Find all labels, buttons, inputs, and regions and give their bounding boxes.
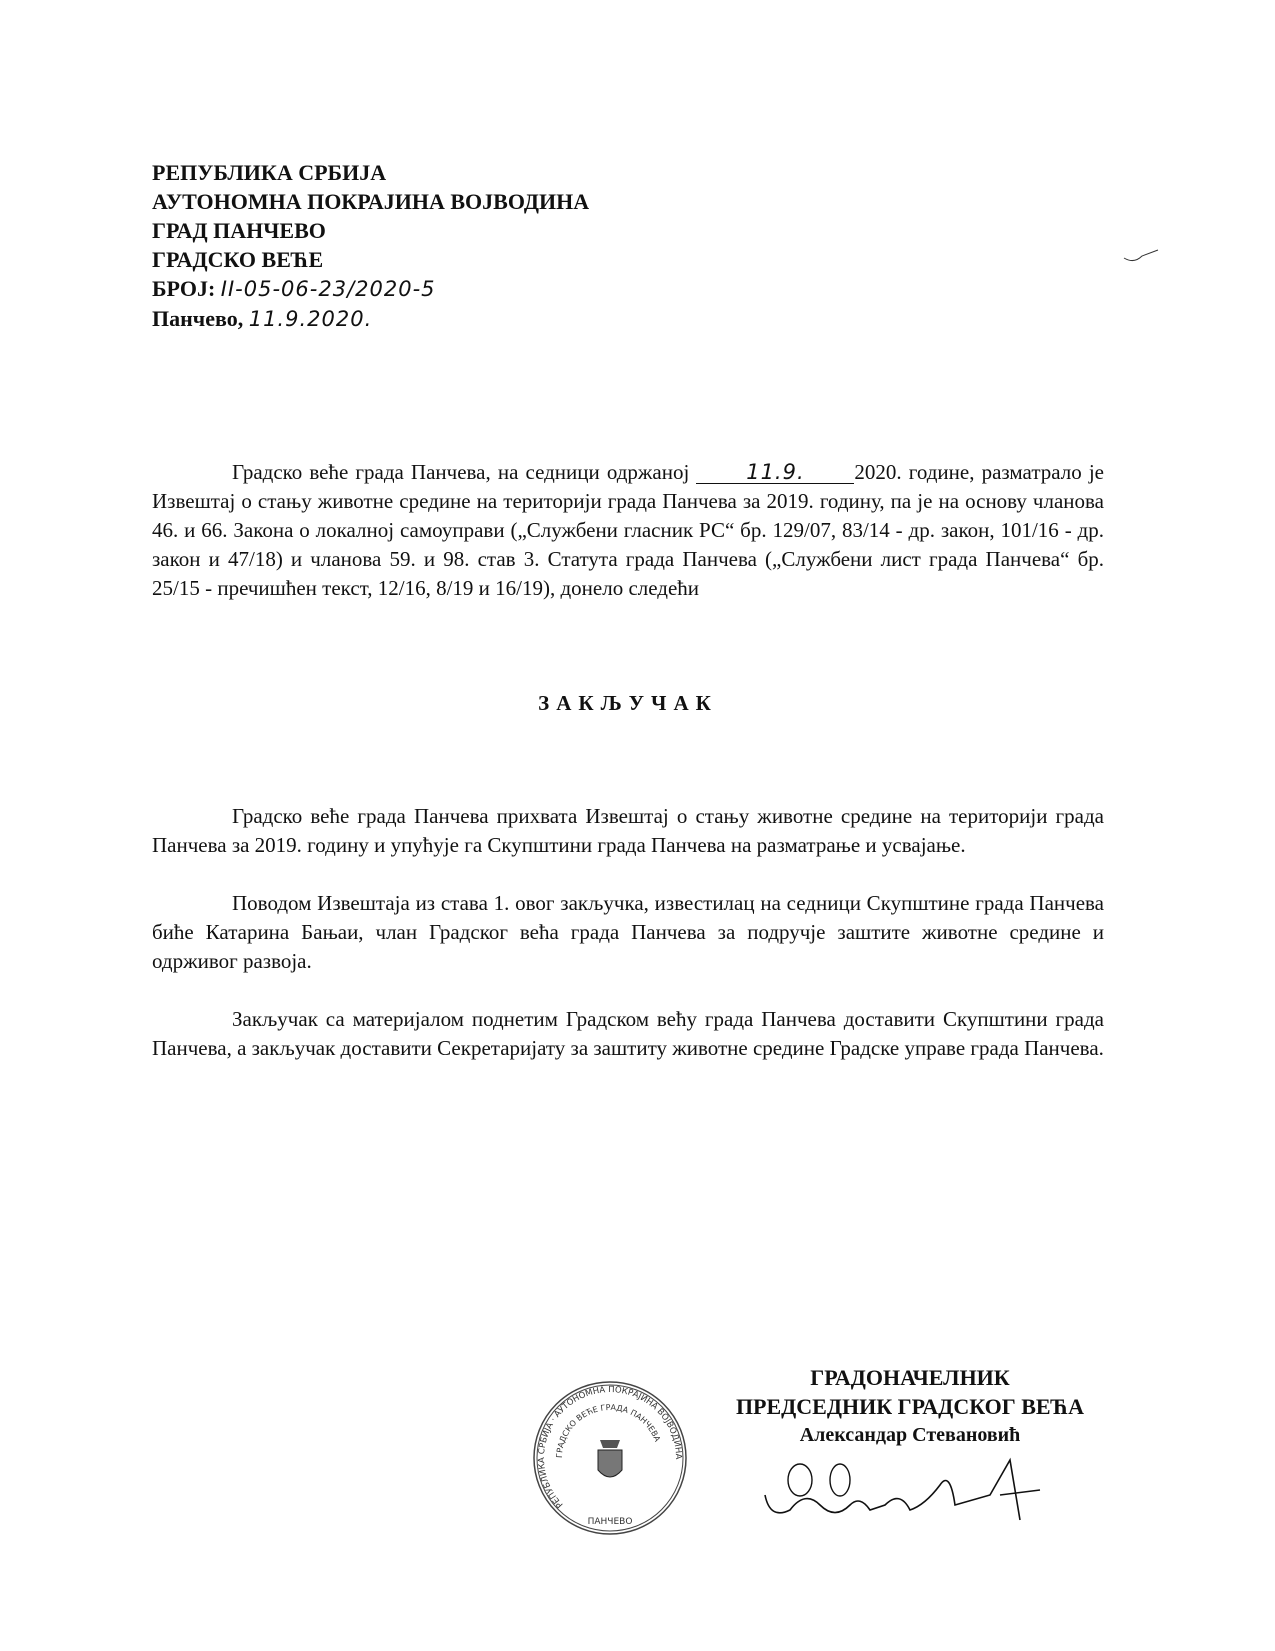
document-body [152, 458, 1104, 1092]
signatory-title-mayor: ГРАДОНАЧЕЛНИК [810, 1365, 1010, 1390]
coat-of-arms-icon [598, 1450, 622, 1477]
paragraph-3: Закључак са материјалом поднетим Градском већу града Панчева доставити Скупштини града Панчева, а закључак доставити Секретаријату за заштиту животне средине Градске управе града Панчева. [152, 1007, 1104, 1060]
intro-paragraph [152, 458, 1104, 603]
number-label: БРОЈ: [152, 276, 216, 301]
number-value: II-05-06-23/2020-5 [220, 277, 436, 301]
header-country: РЕПУБЛИКА СРБИЈА [152, 160, 387, 185]
header-date [152, 304, 589, 334]
stamp-bottom-text: ПАНЧЕВО [587, 1517, 633, 1527]
header-city: ГРАД ПАНЧЕВО [152, 218, 326, 243]
date-value: 11.9.2020. [248, 307, 373, 331]
document-header [152, 158, 589, 334]
paragraph-1: Градско веће града Панчева прихвата Извештај о стању животне средине на територији града Панчева за 2019. годину и упућује га Скупштини града Панчева на разматрање и усвајање. [152, 804, 1104, 857]
header-province: АУТОНОМНА ПОКРАЈИНА ВОЈВОДИНА [152, 189, 590, 214]
intro-text-start: Градско веће града Панчева, на седници одржаној [232, 460, 697, 484]
stamp-outer-text: РЕПУБЛИКА СРБИЈА · АУТОНОМНА ПОКРАЈИНА ВОЈВОДИНА [536, 1385, 684, 1510]
handwritten-signature [760, 1450, 1060, 1530]
signatory-title-president: ПРЕДСЕДНИК ГРАДСКОГ ВЕЋА [735, 1394, 1085, 1419]
paragraph-2: Поводом Извештаја из става 1. овог закључка, известилац на седници Скупштине града Панчева биће Катарина Бањаи, члан Градског већа града Панчева за подручје заштите животне средине и одрживог развоја. [152, 891, 1104, 973]
intro-text-end: 2020. године, разматрало је Извештај о стању животне средине на територији града Панчева за 2019. годину, па је на основу чланова 46. и 66. Закона о локалној самоуправи („Службени гласник РС“ бр. 129/07, 83/14 - др. закон, 101/16 - др. закон и 47/18) и чланова 59. и 98. став 3. Статута града Панчева („Службени лист града Панчева“ бр. 25/15 - пречишћен текст, 12/16, 8/19 и 16/19), донело следећи [152, 460, 1104, 600]
signatory-name: Александар Стевановић [799, 1424, 1021, 1446]
signature-block [700, 1363, 1120, 1450]
stamp-inner-text: ГРАДСКО ВЕЋЕ ГРАДА ПАНЧЕВА [554, 1402, 662, 1459]
session-date: 11.9. [696, 461, 854, 484]
check-mark-icon [1122, 248, 1162, 268]
header-number [152, 274, 589, 304]
document-title: ЗАКЉУЧАК [538, 691, 718, 715]
official-stamp [530, 1378, 690, 1538]
header-council: ГРАДСКО ВЕЋЕ [152, 247, 324, 272]
place-label: Панчево, [152, 306, 244, 331]
